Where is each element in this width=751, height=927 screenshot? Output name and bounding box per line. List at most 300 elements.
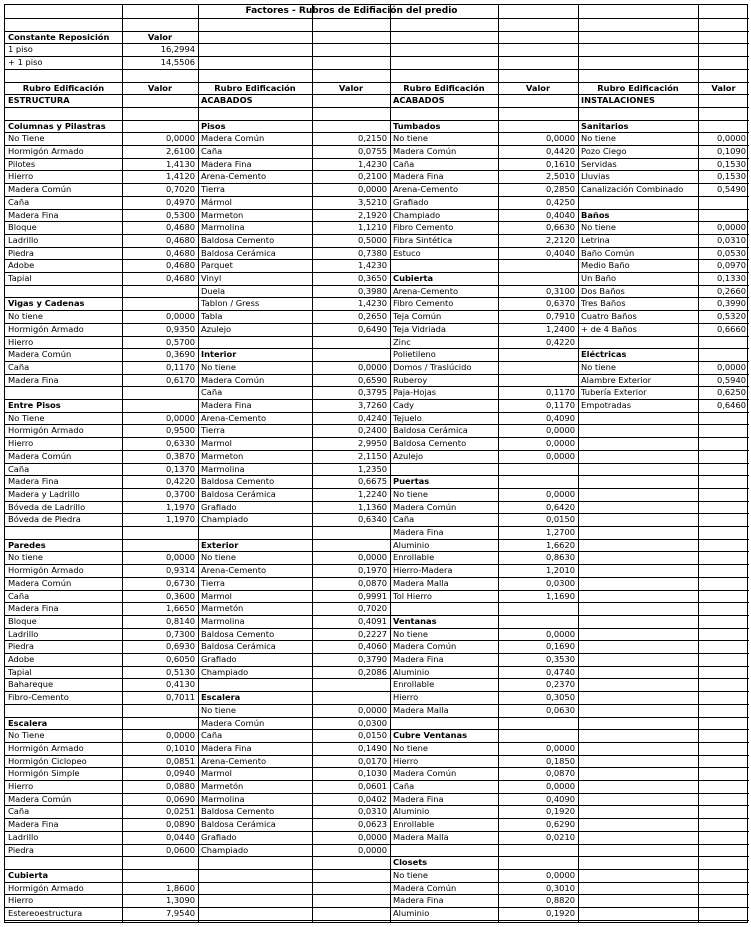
- rubro-value: 0,1330: [716, 273, 746, 283]
- section-title: Cubierta: [393, 273, 434, 283]
- rubro-value: 0,0000: [545, 438, 575, 449]
- rubro-label: Pilotes: [8, 158, 36, 169]
- rubro-label: Letrina: [581, 234, 610, 245]
- rubro-label: Baldosa Cerámica: [201, 488, 276, 499]
- rubro-label: Enrollable: [393, 679, 435, 690]
- rubro-value: 0,0000: [545, 450, 575, 461]
- rubro-value: 0,4250: [545, 196, 575, 207]
- rubro-value: 0,3600: [165, 590, 195, 601]
- rubro-value: 0,0150: [357, 730, 387, 741]
- rubro-value: 0,2660: [716, 285, 746, 296]
- rubro-value: 0,2227: [357, 628, 387, 639]
- rubro-label: Cady: [393, 400, 415, 410]
- rubro-value: 0,2370: [545, 679, 575, 690]
- rubro-label: Azulejo: [393, 450, 424, 461]
- rubro-value: 0,4060: [357, 641, 387, 652]
- rubro-label: Marmolina: [201, 222, 245, 233]
- rubro-value: 0,0402: [357, 793, 387, 804]
- rubro-value: 0,6930: [165, 641, 195, 652]
- rubro-label: Bloque: [8, 615, 37, 626]
- rubro-value: 0,0170: [357, 755, 387, 766]
- rubro-value: 0,5320: [716, 311, 746, 322]
- rubro-label: Baldosa Cerámica: [393, 425, 468, 436]
- rubro-label: Madera Malla: [393, 704, 449, 715]
- rubro-label: Caña: [201, 387, 223, 398]
- column-subtitle: ACABADOS: [201, 95, 253, 106]
- rubro-value: 0,0300: [357, 717, 387, 728]
- rubro-label: Madera Fina: [393, 527, 444, 537]
- rubro-value: 0,5700: [165, 336, 195, 347]
- rubro-value: 0,2086: [357, 666, 387, 677]
- rubro-value: 0,4040: [545, 247, 575, 258]
- rubro-value: 0,5490: [716, 184, 746, 195]
- rubro-value: 0,0000: [165, 412, 195, 423]
- rubro-label: Madera Fina: [8, 209, 59, 220]
- rubro-value: 0,7380: [357, 247, 387, 258]
- rubro-label: Champiado: [201, 844, 249, 855]
- rubro-label: Bóveda de Piedra: [8, 514, 81, 525]
- rubro-value: 0,0870: [357, 577, 387, 588]
- rubro-label: Tejuelo: [393, 412, 422, 423]
- rubro-value: 0,3870: [165, 450, 195, 461]
- rubro-label: Madera Malla: [393, 831, 449, 842]
- rubro-label: Parquet: [201, 260, 233, 271]
- factores-sheet: [4, 4, 748, 923]
- section-title: Puertas: [393, 476, 430, 487]
- rubro-value: 0,0300: [545, 577, 575, 588]
- rubro-value: 3,5210: [357, 196, 387, 207]
- rubro-value: 0,0440: [165, 831, 195, 842]
- rubro-value: 0,1370: [165, 463, 195, 474]
- rubro-label: Fibro Cemento: [393, 298, 454, 309]
- column-header-rubro: Rubro Edificación: [214, 82, 296, 93]
- rubro-value: 0,6290: [545, 819, 575, 830]
- rubro-value: 0,3650: [357, 273, 387, 283]
- rubro-label: Marmol: [201, 768, 232, 779]
- rubro-value: 0,0000: [716, 361, 746, 372]
- rubro-value: 1,6650: [165, 603, 195, 614]
- section-title: Vigas y Cadenas: [8, 298, 85, 309]
- rubro-label: Madera Fina: [201, 400, 252, 410]
- rubro-value: 0,0000: [545, 133, 575, 144]
- rubro-label: Estereoestructura: [8, 908, 83, 918]
- section-title: Baños: [581, 209, 610, 220]
- rubro-value: 0,0150: [545, 514, 575, 525]
- rubro-value: 0,0000: [545, 742, 575, 753]
- rubro-label: Tapial: [8, 666, 32, 677]
- rubro-value: 0,0000: [357, 704, 387, 715]
- rubro-value: 0,4130: [165, 679, 195, 690]
- rubro-label: Ladrillo: [8, 234, 39, 245]
- rubro-value: 0,0000: [357, 844, 387, 855]
- rubro-value: 0,0210: [545, 831, 575, 842]
- rubro-value: 1,2240: [357, 488, 387, 499]
- rubro-value: 0,0000: [165, 730, 195, 741]
- rubro-label: No tiene: [201, 704, 236, 715]
- column-header-valor: Valor: [711, 82, 736, 93]
- rubro-value: 0,1530: [716, 171, 746, 182]
- section-title: Eléctricas: [581, 349, 627, 360]
- rubro-label: Baldosa Cemento: [201, 628, 275, 639]
- rubro-label: Canalización Combinado: [581, 184, 684, 195]
- rubro-value: 0,6420: [545, 501, 575, 512]
- rubro-label: Caña: [393, 158, 415, 169]
- column-subtitle: ESTRUCTURA: [8, 95, 70, 106]
- column-header-rubro: Rubro Edificación: [403, 82, 485, 93]
- rubro-value: 0,1920: [545, 908, 575, 918]
- rubro-label: Madera Común: [393, 641, 457, 652]
- rubro-value: 0,5300: [165, 209, 195, 220]
- rubro-label: Madera Fina: [8, 603, 59, 614]
- rubro-label: Aluminio: [393, 539, 430, 550]
- rubro-label: Hierro: [393, 692, 419, 703]
- rubro-value: 0,6340: [357, 514, 387, 525]
- section-title: Tumbados: [393, 120, 441, 131]
- rubro-value: 0,0601: [357, 781, 387, 791]
- rubro-label: Hierro: [8, 895, 34, 906]
- rubro-label: Polietileno: [393, 349, 436, 360]
- rubro-value: 0,0000: [357, 184, 387, 195]
- rubro-label: Madera Común: [393, 882, 457, 893]
- rubro-value: 0,0600: [165, 844, 195, 855]
- rubro-label: Alambre Exterior: [581, 374, 652, 385]
- rubro-label: Piedra: [8, 247, 34, 258]
- rubro-label: Aluminio: [393, 908, 430, 918]
- rubro-value: 2,1920: [357, 209, 387, 220]
- rubro-value: 0,6330: [165, 438, 195, 449]
- rubro-label: Arena-Cemento: [201, 755, 267, 766]
- rubro-label: No tiene: [8, 552, 43, 563]
- rubro-value: 0,7300: [165, 628, 195, 639]
- rubro-value: 0,0880: [165, 781, 195, 791]
- section-title: Escalera: [201, 692, 241, 703]
- rubro-value: 0,0890: [165, 819, 195, 830]
- rubro-label: Aluminio: [393, 666, 430, 677]
- rubro-label: Madera Fina: [8, 476, 59, 487]
- rubro-value: 1,4130: [165, 158, 195, 169]
- rubro-label: Madera Común: [393, 768, 457, 779]
- constante-row-value: 14,5506: [160, 57, 195, 68]
- rubro-value: 7,9540: [165, 908, 195, 918]
- rubro-value: 0,4420: [545, 146, 575, 156]
- rubro-label: Ruberoy: [393, 374, 428, 385]
- rubro-value: 0,1970: [357, 565, 387, 576]
- rubro-value: 0,4680: [165, 222, 195, 233]
- rubro-label: Caña: [8, 196, 30, 207]
- rubro-label: Grafiado: [201, 501, 237, 512]
- rubro-label: Hormigón Armado: [8, 146, 84, 156]
- section-title: Exterior: [201, 539, 239, 550]
- section-title: Escalera: [8, 717, 48, 728]
- rubro-label: Tablon / Gress: [201, 298, 260, 309]
- column-header-valor: Valor: [525, 82, 551, 93]
- rubro-label: Madera Fina: [201, 742, 252, 753]
- section-title: Paredes: [8, 539, 46, 550]
- rubro-label: Azulejo: [201, 323, 232, 334]
- column-header-valor: Valor: [147, 82, 173, 93]
- rubro-label: Caña: [8, 463, 30, 474]
- rubro-value: 0,0940: [165, 768, 195, 779]
- section-title: Closets: [393, 857, 428, 868]
- rubro-value: 0,4680: [165, 260, 195, 271]
- rubro-value: 0,0310: [357, 806, 387, 817]
- rubro-value: 0,0000: [545, 628, 575, 639]
- rubro-label: Marmeton: [201, 209, 244, 220]
- rubro-value: 1,2010: [545, 565, 575, 576]
- rubro-value: 0,9500: [165, 425, 195, 436]
- rubro-label: Madera Común: [201, 374, 265, 385]
- rubro-value: 0,0000: [716, 133, 746, 144]
- rubro-value: 0,4680: [165, 234, 195, 245]
- section-title: Cubierta: [8, 869, 49, 880]
- rubro-label: Arena-Cemento: [201, 171, 267, 182]
- rubro-label: Madera Fina: [8, 819, 59, 830]
- rubro-label: Caña: [8, 806, 30, 817]
- rubro-label: No tiene: [8, 311, 43, 322]
- rubro-value: 1,1210: [357, 222, 387, 233]
- rubro-label: Medio Baño: [581, 260, 630, 271]
- rubro-value: 0,1170: [545, 387, 575, 398]
- rubro-label: Caña: [201, 730, 223, 741]
- rubro-label: Grafiado: [201, 654, 237, 664]
- rubro-value: 0,7020: [357, 603, 387, 614]
- rubro-label: Fibra Sintética: [393, 234, 453, 245]
- rubro-label: Marmolina: [201, 615, 245, 626]
- rubro-label: Servidas: [581, 158, 617, 169]
- rubro-value: 0,3795: [357, 387, 387, 398]
- rubro-label: Champiado: [201, 666, 249, 677]
- rubro-value: 0,0970: [716, 260, 746, 271]
- rubro-value: 0,0690: [165, 793, 195, 804]
- rubro-label: No tiene: [581, 133, 616, 144]
- rubro-label: Madera Común: [393, 146, 457, 156]
- rubro-value: 0,6730: [165, 577, 195, 588]
- rubro-label: Ladrillo: [8, 831, 39, 842]
- rubro-value: 0,1030: [357, 768, 387, 779]
- rubro-label: Bloque: [8, 222, 37, 233]
- rubro-label: Marmetón: [201, 603, 244, 614]
- rubro-value: 1,4120: [165, 171, 195, 182]
- rubro-value: 0,4680: [165, 247, 195, 258]
- rubro-label: Tierra: [201, 577, 225, 588]
- rubro-label: No Tiene: [8, 412, 45, 423]
- rubro-value: 0,0630: [545, 704, 575, 715]
- rubro-label: Tapial: [8, 273, 32, 283]
- rubro-value: 1,1970: [165, 501, 195, 512]
- column-header-rubro: Rubro Edificación: [597, 82, 679, 93]
- rubro-label: Champiado: [201, 514, 249, 525]
- rubro-label: Adobe: [8, 260, 35, 271]
- rubro-label: Baldosa Cerámica: [201, 247, 276, 258]
- rubro-label: Hormigón Armado: [8, 425, 84, 436]
- constante-reposicion-label: Constante Reposición: [8, 31, 110, 42]
- section-title: Pisos: [201, 120, 226, 131]
- rubro-label: Tierra: [201, 184, 225, 195]
- rubro-label: Tubería Exterior: [581, 387, 647, 398]
- rubro-label: Madera Común: [8, 577, 72, 588]
- rubro-label: No Tiene: [8, 730, 45, 741]
- rubro-label: Baldosa Cemento: [201, 806, 275, 817]
- rubro-value: 0,4090: [545, 793, 575, 804]
- rubro-label: Lluvias: [581, 171, 610, 182]
- rubro-value: 0,6370: [545, 298, 575, 309]
- rubro-value: 3,7260: [357, 400, 387, 410]
- rubro-value: 0,1170: [545, 400, 575, 410]
- rubro-value: 0,0755: [357, 146, 387, 156]
- rubro-value: 0,3050: [545, 692, 575, 703]
- rubro-value: 0,0623: [357, 819, 387, 830]
- rubro-value: [501, 361, 575, 374]
- rubro-label: Hierro: [8, 336, 34, 347]
- rubro-label: Grafiado: [393, 196, 429, 207]
- section-title: Cubre Ventanas: [393, 730, 468, 741]
- column-subtitle: INSTALACIONES: [581, 95, 655, 106]
- rubro-value: 0,9350: [165, 323, 195, 334]
- rubro-value: 1,4230: [357, 158, 387, 169]
- rubro-label: Madera Fina: [8, 374, 59, 385]
- rubro-label: Bahareque: [8, 679, 54, 690]
- constante-valor-header: Valor: [147, 31, 173, 42]
- rubro-label: Piedra: [8, 641, 34, 652]
- rubro-label: Hierro-Madera: [393, 565, 453, 576]
- rubro-label: Madera Común: [8, 349, 72, 360]
- rubro-value: 1,2700: [545, 527, 575, 537]
- rubro-value: 0,6660: [716, 323, 746, 334]
- rubro-value: 1,6620: [545, 539, 575, 550]
- rubro-label: Hierro: [8, 171, 34, 182]
- rubro-label: Caña: [393, 514, 415, 525]
- rubro-label: Arena-Cemento: [393, 285, 459, 296]
- rubro-value: 0,2400: [357, 425, 387, 436]
- rubro-value: 1,8600: [165, 882, 195, 893]
- rubro-label: Madera Fina: [393, 654, 444, 664]
- rubro-label: Baldosa Cerámica: [201, 641, 276, 652]
- rubro-label: Tol Hierro: [393, 590, 432, 601]
- rubro-label: Arena-Cemento: [201, 412, 267, 423]
- rubro-label: Aluminio: [393, 806, 430, 817]
- rubro-value: 1,2350: [357, 463, 387, 474]
- rubro-label: Hierro: [8, 781, 34, 791]
- section-title: Sanitarios: [581, 120, 629, 131]
- rubro-value: 0,4220: [545, 336, 575, 347]
- rubro-value: 0,1170: [165, 361, 195, 372]
- rubro-label: Duela: [201, 285, 226, 296]
- rubro-label: Dos Baños: [581, 285, 625, 296]
- rubro-label: No tiene: [393, 869, 428, 880]
- rubro-label: Madera Común: [8, 450, 72, 461]
- rubro-label: Marmol: [201, 590, 232, 601]
- rubro-label: Adobe: [8, 654, 35, 664]
- rubro-value: 1,1360: [357, 501, 387, 512]
- sheet-title: Factores - Rubros de Edifiación del predio: [245, 6, 458, 16]
- rubro-label: Madera y Ladrillo: [8, 488, 80, 499]
- rubro-value: 0,8630: [545, 552, 575, 563]
- rubro-value: 0,1090: [716, 146, 746, 156]
- rubro-value: 0,9991: [357, 590, 387, 601]
- rubro-value: 0,4740: [545, 666, 575, 677]
- rubro-value: 0,0870: [545, 768, 575, 779]
- rubro-value: 0,1690: [545, 641, 575, 652]
- rubro-label: Arena-Cemento: [393, 184, 459, 195]
- rubro-value: 0,0000: [545, 425, 575, 436]
- rubro-value: 0,6630: [545, 222, 575, 233]
- rubro-label: Paja-Hojas: [393, 387, 437, 398]
- rubro-value: 0,0251: [165, 806, 195, 817]
- rubro-label: Hierro: [8, 438, 34, 449]
- rubro-label: No tiene: [393, 628, 428, 639]
- rubro-value: 0,3690: [165, 349, 195, 360]
- rubro-label: Hormigón Ciclopeo: [8, 755, 87, 766]
- rubro-label: Madera Fina: [393, 895, 444, 906]
- rubro-value: 0,5000: [357, 234, 387, 245]
- rubro-value: [501, 374, 575, 387]
- rubro-value: 0,4090: [545, 412, 575, 423]
- rubro-value: 0,4040: [545, 209, 575, 220]
- rubro-label: Cuatro Baños: [581, 311, 637, 322]
- rubro-value: 2,5010: [545, 171, 575, 182]
- rubro-label: No tiene: [393, 133, 428, 144]
- rubro-value: 0,1920: [545, 806, 575, 817]
- rubro-value: 2,6100: [165, 146, 195, 156]
- rubro-label: Madera Común: [393, 501, 457, 512]
- rubro-value: 0,3700: [165, 488, 195, 499]
- rubro-value: 0,9314: [165, 565, 195, 576]
- rubro-label: Madera Fina: [393, 171, 444, 182]
- rubro-value: [501, 348, 575, 361]
- rubro-value: 0,6590: [357, 374, 387, 385]
- rubro-value: 0,7910: [545, 311, 575, 322]
- rubro-value: 0,6675: [357, 476, 387, 487]
- rubro-label: Marmetón: [201, 781, 244, 791]
- rubro-label: Baño Común: [581, 247, 635, 258]
- rubro-label: Hormigón Armado: [8, 565, 84, 576]
- rubro-value: 0,0000: [357, 552, 387, 563]
- rubro-label: Fibro-Cemento: [8, 692, 69, 703]
- rubro-label: Marmeton: [201, 450, 244, 461]
- column-subtitle: ACABADOS: [393, 95, 445, 106]
- rubro-label: Madera Común: [201, 717, 265, 728]
- rubro-label: Hormigón Simple: [8, 768, 80, 779]
- rubro-value: 0,0000: [545, 869, 575, 880]
- rubro-value: 0,1010: [165, 742, 195, 753]
- rubro-label: Hormigón Armado: [8, 742, 84, 753]
- rubro-value: 0,1850: [545, 755, 575, 766]
- rubro-label: Caña: [8, 361, 30, 372]
- rubro-value: 0,7011: [165, 692, 195, 703]
- rubro-label: Ladrillo: [8, 628, 39, 639]
- rubro-label: Grafiado: [201, 831, 237, 842]
- rubro-label: Domos / Traslúcido: [393, 361, 472, 372]
- rubro-value: 0,1610: [545, 158, 575, 169]
- rubro-label: Tabla: [201, 311, 223, 322]
- rubro-label: No tiene: [201, 552, 236, 563]
- column-header-rubro: Rubro Edificación: [22, 82, 105, 93]
- rubro-value: 0,7020: [165, 184, 195, 195]
- rubro-value: 0,0000: [545, 488, 575, 499]
- rubro-label: Baldosa Cerámica: [201, 819, 276, 830]
- rubro-label: No tiene: [581, 222, 616, 233]
- rubro-value: 0,0000: [357, 831, 387, 842]
- rubro-label: No tiene: [393, 488, 428, 499]
- rubro-label: + de 4 Baños: [581, 323, 637, 334]
- rubro-label: Bóveda de Ladrillo: [8, 501, 86, 512]
- rubro-label: No Tiene: [8, 133, 45, 144]
- rubro-value: 0,0000: [165, 552, 195, 563]
- rubro-value: 0,0000: [716, 222, 746, 233]
- rubro-value: 0,2100: [357, 171, 387, 182]
- rubro-label: Mármol: [201, 196, 232, 207]
- section-title: Columnas y Pilastras: [8, 120, 106, 131]
